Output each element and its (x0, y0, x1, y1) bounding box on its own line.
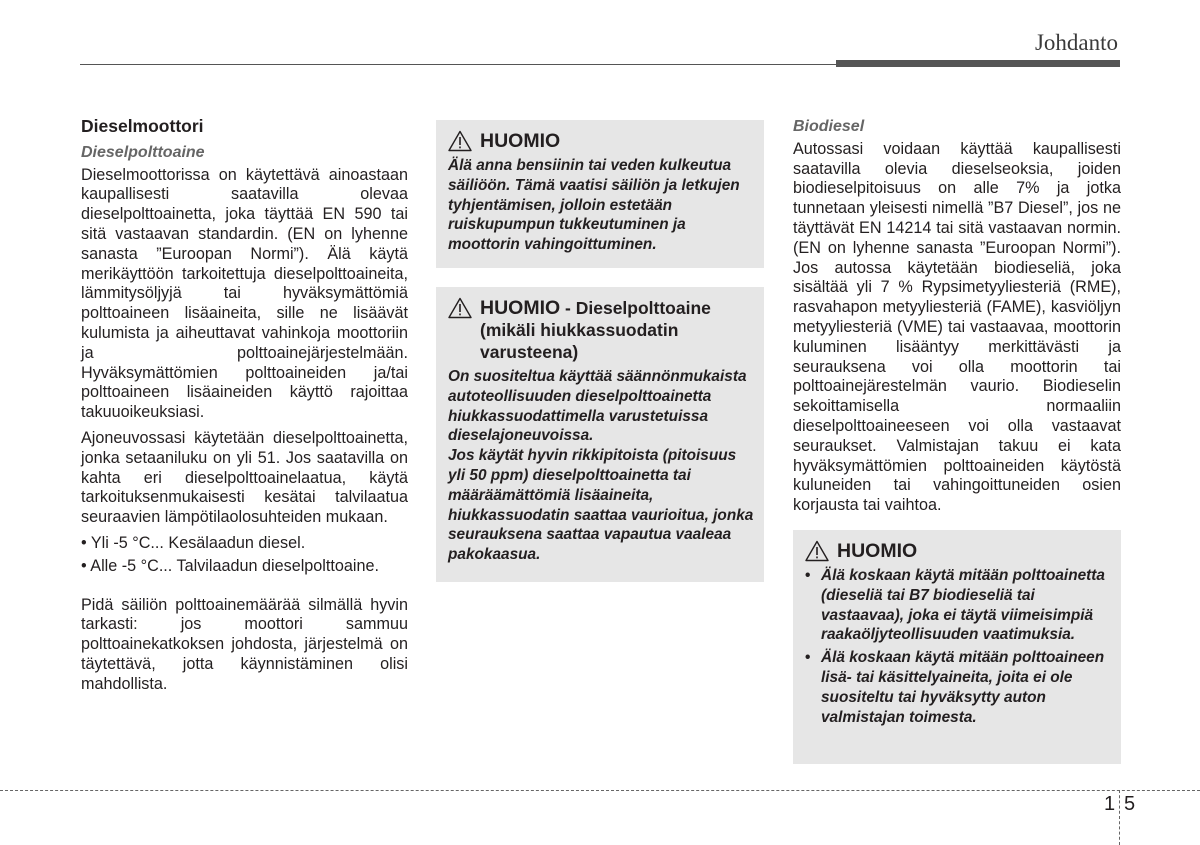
warning-triangle-icon (448, 297, 472, 319)
bullet-item: • Yli -5 °C... Kesälaadun diesel. (81, 533, 306, 552)
right-column (793, 117, 1121, 522)
paragraph: Dieselmoottorissa on käytettävä ainoastaan kaupallisesti saatavilla olevaa dieselpolttoainetta, joka täyttää EN 590 tai sitä vastaavan standardin. (EN on lyhenne sanasta ”Euroopan Normi”). Älä käytä merikäyttöön tarkoitettuja dieselpolttoaineita, lämmitysöljyjä tai hyväksymättömiä polttoaineen lisäaineita, sille ne lisäävät kulumista ja aiheuttavat vahinkoja moottoriin ja polttoainejärjestelmään. Hyväksymättömien polttoaineiden ja/tai polttoaineen lisäaineiden käyttö rajoittaa takuuoikeuksiasi. (81, 165, 408, 422)
warning-triangle-icon (448, 130, 472, 152)
section-title: Dieselmoottori (81, 116, 204, 136)
warning-box (436, 287, 764, 582)
footer-divider (0, 790, 1200, 791)
warning-list-item: • Älä koskaan käytä mitään polttoainetta (dieseliä tai B7 biodieseliä tai vastaavaa), joka ei täytä viimeisimpiä raakaöljyteollisuuden vaatimuksia. (805, 566, 1111, 645)
footer-separator (1119, 790, 1120, 845)
warning-heading (448, 130, 754, 152)
chapter-number: 1 (1104, 793, 1116, 815)
warning-text: On suositeltua käyttää säännönmukaista autoteollisuuden dieselpolttoainetta hiukkassuodattimella varustetuissa dieselajoneuvoissa. (448, 368, 747, 445)
warning-title: HUOMIO (837, 540, 918, 562)
header-divider (80, 64, 836, 65)
warning-box (436, 120, 764, 268)
paragraph: Autossasi voidaan käyttää kaupallisesti saatavilla olevia dieselseoksia, joiden biodieselpitoisuus on alle 7% ja jotka tunnetaan yleisesti nimellä ”B7 Diesel”, jos ne täyttävät EN 14214 tai sitä vastaavan normin. (EN on lyhenne sanasta ”Euroopan Normi”). Jos autossa käytetään biodieseliä, joka sisältää yli 7 % Rypsimetyyliesteriä (RME), rasvahapon metyyliesteriä (FAME), kasviöljyn metyyliesteriä (VME) tai vastaavaa, moottorin kuluminen lisääntyy merkittävästi ja seurauksena voi olla moottorin tai polttoainejärestelmän vaurio. Biodieselin sekoittamisella normaaliin dieselpolttoaineeseen voi olla vastaavat seuraukset. Valmistajan takuu ei kata hyväksymättömien polttoaineiden käytöstä kuluneiden tai vahingoittuneiden osien korjausta tai vaihtoa. (793, 139, 1121, 515)
paragraph: Ajoneuvossasi käytetään dieselpolttoainetta, jonka setaaniluku on yli 51. Jos saatavilla on kahta eri dieselpolttoainelaatua, käytä tarkoituksenmukaisesti kesätai talvilaatua seuraavien lämpötilaolosuhteiden mukaan. (81, 428, 408, 527)
warning-list-item: • Älä koskaan käytä mitään polttoaineen lisä- tai käsittelyaineita, joita ei ole suositeltu tai hyväksytty auton valmistajan toimesta. (805, 648, 1111, 727)
warning-title: HUOMIO (480, 297, 561, 319)
warning-heading (805, 540, 1111, 562)
warning-title: HUOMIO (480, 130, 561, 152)
warning-box (793, 530, 1121, 764)
subsection-title: Dieselpolttoaine (81, 143, 205, 161)
paragraph: Pidä säiliön polttoainemäärää silmällä hyvin tarkasti: jos moottori sammuu polttoainekatkoksen johdosta, järjestelmä on täytettävä, jotta käynnistäminen olisi mahdollista. (81, 595, 408, 693)
warning-subtitle: - Dieselpolttoaine (mikäli hiukkassuodatin varusteena) (480, 298, 711, 362)
header-divider-thick (836, 60, 1120, 67)
page-number: 5 (1124, 793, 1136, 815)
page-header-title: Johdanto (1034, 30, 1118, 55)
warning-list (805, 566, 1111, 727)
warning-triangle-icon (805, 540, 829, 562)
bullet-item: • Alle -5 °C... Talvilaadun dieselpolttoaine. (81, 556, 379, 575)
subsection-title: Biodiesel (793, 118, 865, 135)
left-column (81, 117, 408, 701)
warning-text: Jos käytät hyvin rikkipitoista (pitoisuus yli 50 ppm) dieselpolttoainetta tai määräämättömiä lisäaineita, hiukkassuodatin saattaa vaurioitua, jonka seurauksena saattaa vapautua vaaleaa pakokaasua. (448, 447, 754, 564)
warning-heading (448, 297, 754, 363)
warning-text: Älä anna bensiinin tai veden kulkeutua säiliöön. Tämä vaatisi säiliön ja letkujen tyhjentämisen, jolloin estetään ruiskupumpun tukkeutuminen ja moottorin vahingoittuminen. (448, 157, 740, 254)
